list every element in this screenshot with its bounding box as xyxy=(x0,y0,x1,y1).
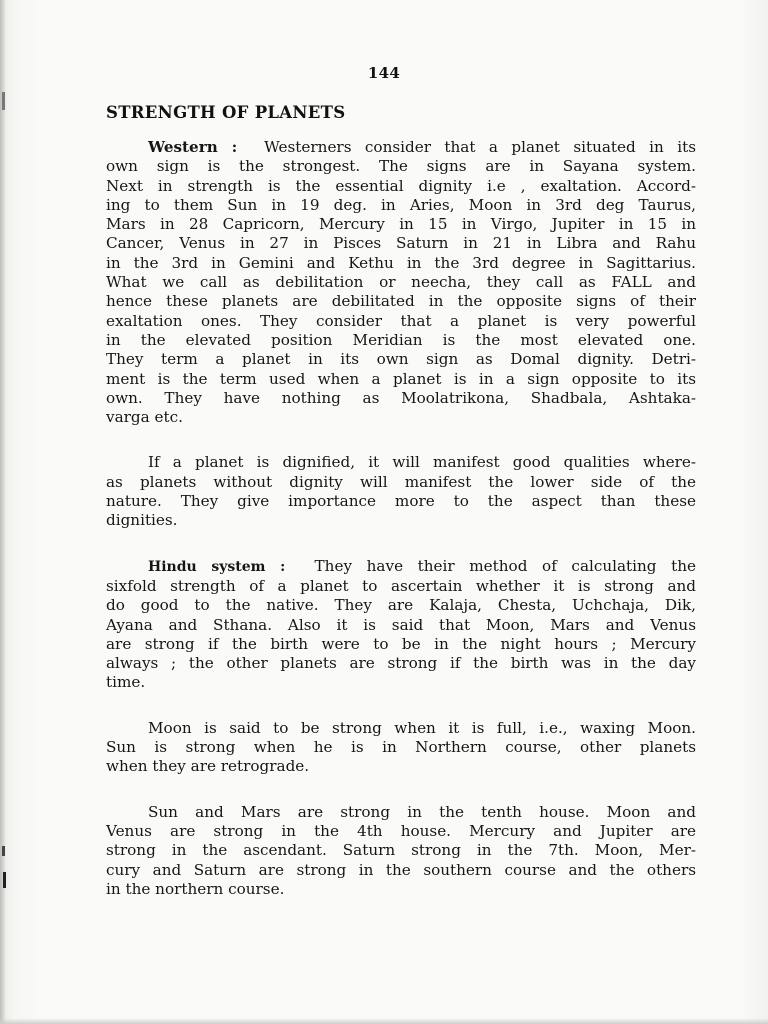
text-line: Next in strength is the essential dignity i.e , exaltation. Accord- xyxy=(106,176,696,195)
page-binding-shadow xyxy=(0,0,6,1024)
text-line: own. They have nothing as Moolatrikona, Shadbala, Ashtaka- xyxy=(106,388,696,407)
text-line: exaltation ones. They consider that a planet is very powerful xyxy=(106,311,696,330)
text-line: in the elevated position Meridian is the most elevated one. xyxy=(106,330,696,349)
text-line: time. xyxy=(106,673,146,692)
page-number: 144 xyxy=(367,64,401,82)
text-line xyxy=(106,557,696,577)
section-heading: STRENGTH OF PLANETS xyxy=(106,103,346,122)
paragraph-gap xyxy=(106,777,696,803)
text-line: strong in the ascendant. Saturn strong in the 7th. Moon, Mer- xyxy=(106,841,696,860)
text-line: ment is the term used when a planet is in a sign opposite to its xyxy=(106,369,696,388)
line-text: Westerners consider that a planet situated in its xyxy=(264,138,697,156)
scan-mark xyxy=(2,92,5,110)
text-line: They term a planet in its own sign as Domal dignity. Detri- xyxy=(106,350,696,369)
paragraph-gap xyxy=(106,531,696,557)
paragraph-western xyxy=(106,138,696,427)
scan-mark xyxy=(3,872,6,888)
text-line: as planets without dignity will manifest the lower side of the xyxy=(106,472,696,491)
text-line: hence these planets are debilitated in the opposite signs of their xyxy=(106,292,696,311)
text-line: nature. They give importance more to the aspect than these xyxy=(106,492,696,511)
text-line: dignities. xyxy=(106,511,178,530)
paragraph-gap xyxy=(106,427,696,453)
line-text: They have their method of calculating the xyxy=(314,556,697,575)
paragraph-hindu-system xyxy=(106,557,696,693)
text-line: What we call as debilitation or neecha, they call as FALL and xyxy=(106,273,696,292)
text-line: cury and Saturn are strong in the southern course and the others xyxy=(106,860,696,879)
text-line xyxy=(106,138,696,157)
text-line: Sun and Mars are strong in the tenth house. Moon and xyxy=(148,802,696,821)
text-line: Venus are strong in the 4th house. Mercury and Jupiter are xyxy=(106,821,696,840)
text-line: ing to them Sun in 19 deg. in Aries, Moon in 3rd deg Taurus, xyxy=(106,195,696,214)
text-line: do good to the native. They are Kalaja, Chesta, Uchchaja, Dik, xyxy=(106,596,696,615)
paragraph-label: Hindu system : xyxy=(148,558,286,575)
page-body xyxy=(106,138,696,899)
text-line: varga etc. xyxy=(106,408,183,427)
text-line: always ; the other planets are strong if the birth was in the day xyxy=(106,654,696,673)
page-bottom-shadow xyxy=(0,1018,768,1024)
paragraph-moon-strength xyxy=(106,719,696,777)
text-line: own sign is the strongest. The signs are in Sayana system. xyxy=(106,157,696,176)
text-line: in the northern course. xyxy=(106,879,285,898)
text-line: If a planet is dignified, it will manifest good qualities where- xyxy=(148,453,696,472)
text-line: in the 3rd in Gemini and Kethu in the 3rd degree in Sagittarius. xyxy=(106,253,696,272)
text-line: Mars in 28 Capricorn, Mercury in 15 in Virgo, Jupiter in 15 in xyxy=(106,215,696,234)
paragraph-gap xyxy=(106,693,696,719)
paragraph-house-strength xyxy=(106,803,696,899)
text-line: sixfold strength of a planet to ascertain whether it is strong and xyxy=(106,576,696,595)
text-line: when they are retrograde. xyxy=(106,757,310,776)
text-line: Cancer, Venus in 27 in Pisces Saturn in 21 in Libra and Rahu xyxy=(106,234,696,253)
scan-mark xyxy=(2,846,5,856)
text-line: Sun is strong when he is in Northern course, other planets xyxy=(106,738,696,757)
text-line: are strong if the birth were to be in the night hours ; Mercury xyxy=(106,634,696,653)
text-line: Moon is said to be strong when it is full, i.e., waxing Moon. xyxy=(148,718,696,737)
paragraph-label: Western : xyxy=(148,138,238,156)
paragraph-dignity xyxy=(106,453,696,530)
text-line: Ayana and Sthana. Also it is said that Moon, Mars and Venus xyxy=(106,615,696,634)
